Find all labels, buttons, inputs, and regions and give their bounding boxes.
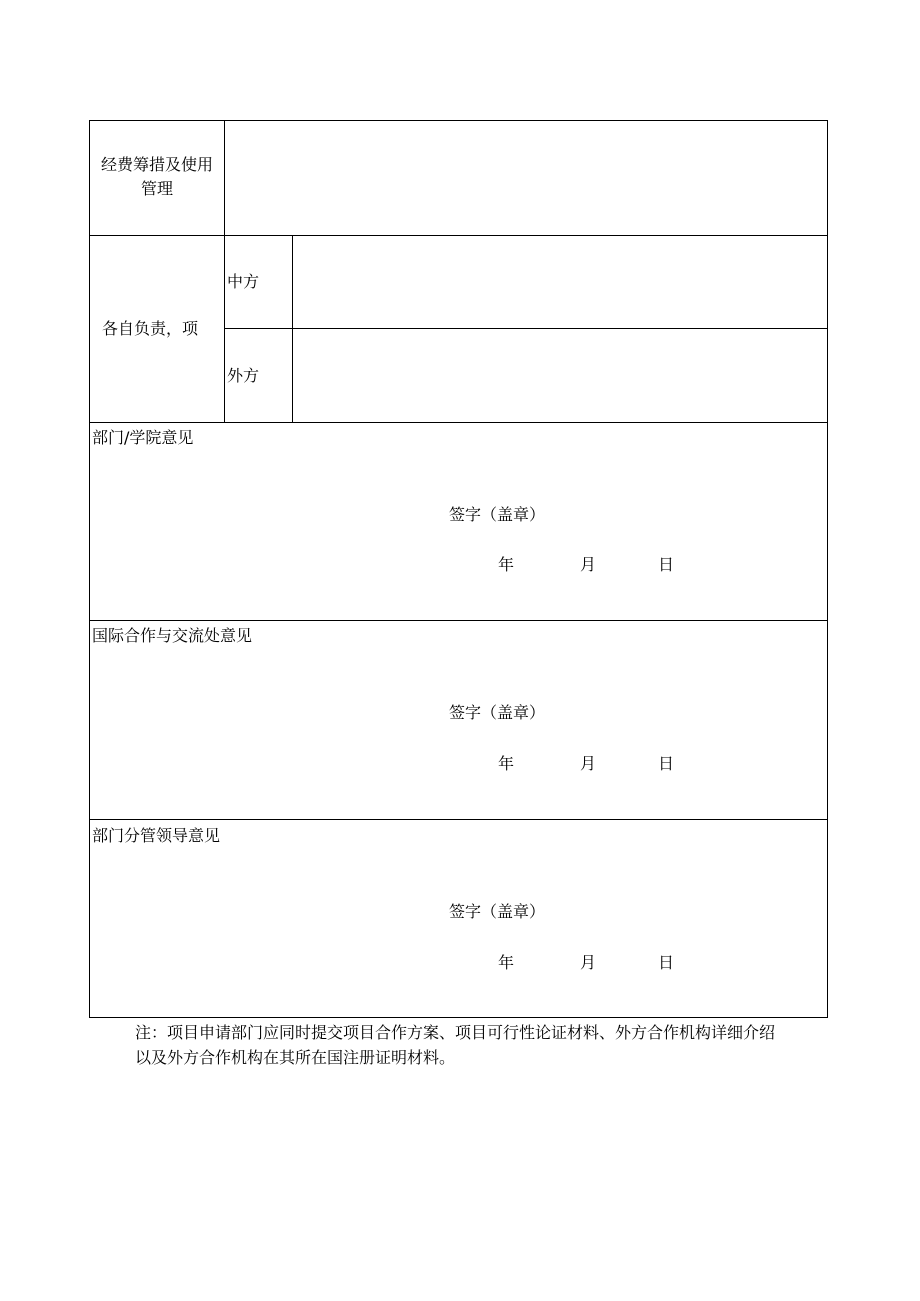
funding-label-line2: 管理: [140, 179, 173, 198]
leader-year-label: 年: [498, 953, 515, 972]
footnote-line2: 以及外方合作机构在其所在国注册证明材料。: [135, 1048, 456, 1067]
department-day-label: 日: [658, 555, 675, 574]
foreign-side-label: 外方: [227, 366, 260, 385]
leader-signature-label: 签字（盖章）: [449, 902, 546, 921]
application-form-table: [89, 120, 828, 1018]
row-divider-responsibilities: [90, 422, 827, 423]
international-office-day-label: 日: [658, 754, 675, 773]
funding-label: [90, 153, 224, 201]
foreign-side-value-cell[interactable]: [293, 329, 827, 421]
leader-day-label: 日: [658, 953, 675, 972]
chinese-side-label: 中方: [227, 272, 260, 291]
row-divider-opinion-1: [90, 620, 827, 621]
department-month-label: 月: [580, 555, 597, 574]
funding-label-line1: 经费筹措及使用: [100, 155, 213, 174]
row-divider-opinion-2: [90, 819, 827, 820]
leader-opinion-title: 部门分管领导意见: [92, 826, 221, 845]
department-year-label: 年: [498, 555, 515, 574]
footnote-line1: 注：项目申请部门应同时提交项目合作方案、项目可行性论证材料、外方合作机构详细介绍: [135, 1023, 776, 1042]
department-signature-label: 签字（盖章）: [449, 505, 546, 524]
international-office-year-label: 年: [498, 754, 515, 773]
international-office-signature-label: 签字（盖章）: [449, 703, 546, 722]
responsibilities-label: 各自负责，项: [102, 319, 199, 338]
department-opinion-title: 部门/学院意见: [92, 428, 194, 447]
international-office-opinion-title: 国际合作与交流处意见: [92, 626, 253, 645]
international-office-month-label: 月: [580, 754, 597, 773]
funding-value-cell[interactable]: [225, 121, 827, 235]
leader-month-label: 月: [580, 953, 597, 972]
chinese-side-value-cell[interactable]: [293, 236, 827, 328]
